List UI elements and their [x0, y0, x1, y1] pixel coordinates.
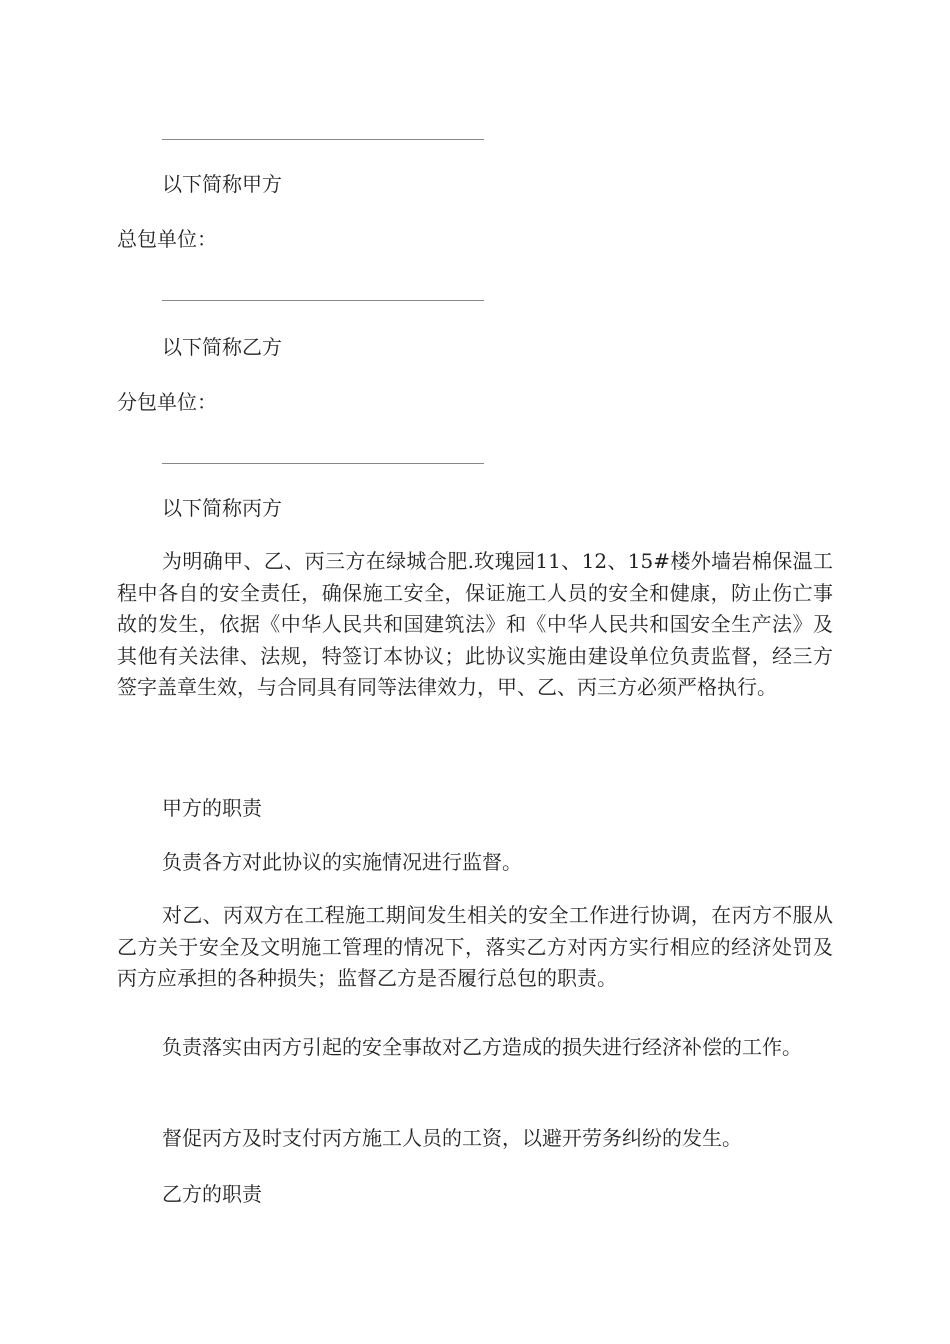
blank-line-party-b [162, 300, 484, 301]
general-contractor-label: 总包单位： [117, 227, 217, 251]
duty-paragraph-1: 负责各方对此协议的实施情况进行监督。 [162, 850, 522, 874]
duty-paragraph-3: 负责落实由丙方引起的安全事故对乙方造成的损失进行经济补偿的工作。 [162, 1035, 802, 1059]
party-b-label: 以下简称乙方 [162, 335, 282, 359]
party-a-duties-heading: 甲方的职责 [162, 796, 262, 820]
blank-line-party-c [162, 463, 484, 464]
intro-paragraph: 为明确甲、乙、丙三方在绿城合肥.玫瑰园11、12、15#楼外墙岩棉保温工程中各自的安全责任，确保施工安全，保证施工人员的安全和健康，防止伤亡事故的发生，依据《中华人民共和国建筑法》和《中华人民共和国安全生产法》及其他有关法律、法规，特签订本协议；此协议实施由建设单位负责监督，经三方签字盖章生效，与合同具有同等法律效力，甲、乙、丙三方必须严格执行。 [117, 549, 833, 699]
party-c-label: 以下简称丙方 [162, 496, 282, 520]
subcontractor-label: 分包单位： [117, 390, 217, 414]
blank-line-party-a [162, 139, 484, 140]
party-a-label: 以下简称甲方 [162, 172, 282, 196]
duty-paragraph-4: 督促丙方及时支付丙方施工人员的工资，以避开劳务纠纷的发生。 [162, 1126, 742, 1150]
duty-paragraph-2: 对乙、丙双方在工程施工期间发生相关的安全工作进行协调，在丙方不服从乙方关于安全及文明施工管理的情况下，落实乙方对丙方实行相应的经济处罚及丙方应承担的各种损失；监督乙方是否履行总包的职责。 [117, 903, 833, 990]
party-b-duties-heading: 乙方的职责 [162, 1182, 262, 1206]
